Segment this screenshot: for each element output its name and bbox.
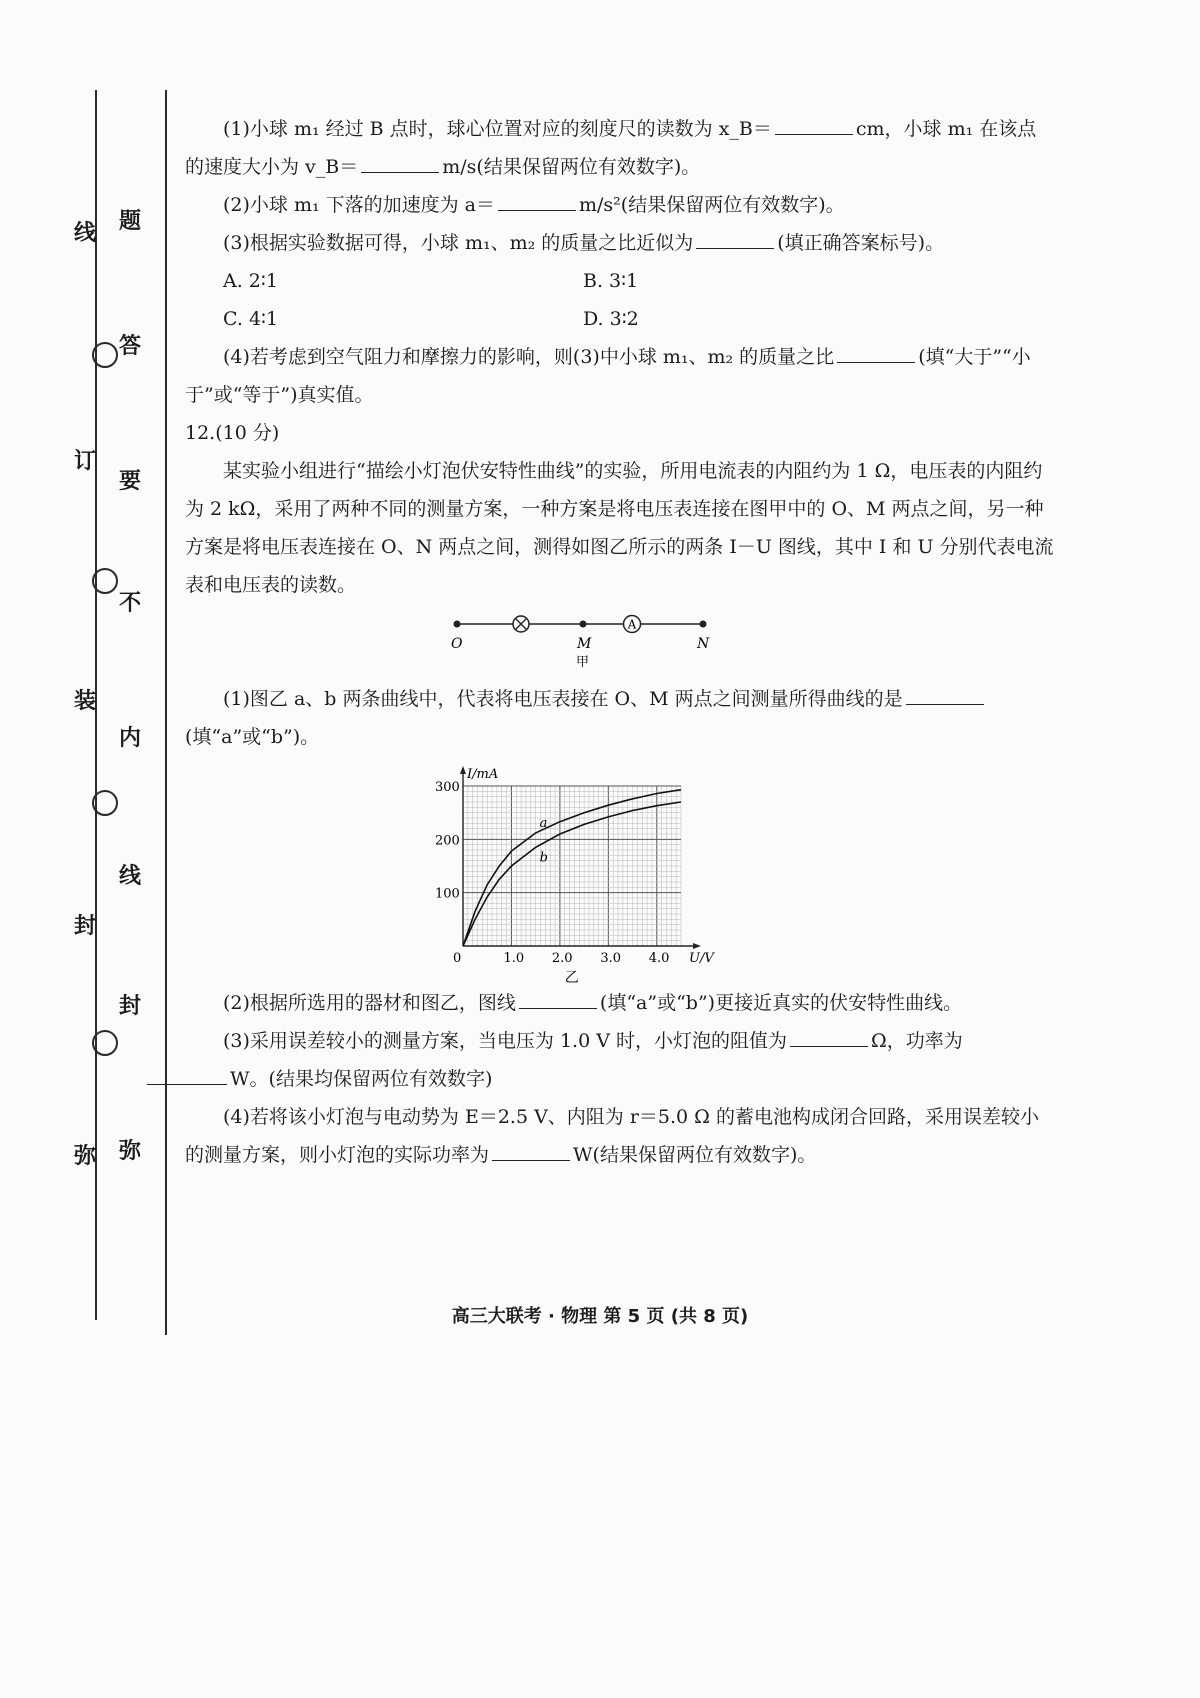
margin-char: 封	[73, 913, 96, 939]
margin-circle	[92, 790, 118, 816]
lamp-icon	[513, 616, 529, 632]
answer-blank[interactable]	[492, 1140, 570, 1161]
q12-part2: (2)根据所选用的器材和图乙，图线 (填“a”或“b”)更接近真实的伏安特性曲线。	[185, 984, 1055, 1022]
x-tick-label: 1.0	[503, 951, 525, 966]
page-footer: 高三大联考 · 物理 第 5 页 (共 8 页)	[451, 1306, 749, 1327]
margin-char: 封	[118, 993, 141, 1019]
answer-blank[interactable]	[147, 1064, 227, 1085]
x-tick-label: 4.0	[648, 951, 670, 966]
answer-blank[interactable]	[519, 988, 597, 1009]
q11-part2: (2)小球 m₁ 下落的加速度为 a＝ m/s²(结果保留两位有效数字)。	[185, 186, 1055, 224]
margin-char: 内	[118, 725, 141, 751]
x-axis-arrow	[693, 943, 701, 949]
y-axis-label: I/mA	[467, 767, 499, 782]
margin-char: 线	[118, 863, 141, 889]
margin-char: 题	[118, 208, 141, 234]
ammeter-label: A	[627, 617, 637, 632]
ammeter-icon	[624, 616, 641, 633]
node-n	[700, 621, 707, 628]
margin-char: 订	[73, 448, 96, 474]
margin-char: 弥	[73, 1143, 96, 1169]
node-o	[454, 621, 461, 628]
answer-blank[interactable]	[906, 684, 984, 705]
margin-char: 不	[118, 590, 141, 616]
q11-part3: (3)根据实验数据可得，小球 m₁、m₂ 的质量之比近似为 (填正确答案标号)。	[185, 224, 1055, 262]
option-c: C. 4∶1	[223, 308, 279, 330]
margin-char: 答	[118, 333, 141, 359]
y-axis-arrow	[460, 766, 466, 774]
q11-options-row1	[223, 262, 1055, 300]
option-d: D. 3∶2	[583, 308, 639, 330]
option-b: B. 3∶1	[583, 270, 639, 292]
y-tick-label: 200	[435, 833, 460, 849]
chart-caption: 乙	[564, 970, 579, 984]
series-line-a	[463, 790, 681, 946]
answer-blank[interactable]	[837, 342, 915, 363]
answer-blank[interactable]	[775, 114, 853, 135]
iv-chart-svg	[185, 756, 1055, 984]
label-o: O	[451, 636, 463, 652]
margin-char: 线	[73, 220, 96, 246]
answer-blank[interactable]	[498, 190, 576, 211]
iv-chart	[185, 756, 1055, 984]
q12-intro: 某实验小组进行“描绘小灯泡伏安特性曲线”的实验，所用电流表的内阻约为 1 Ω，电压表的内阻约为 2 kΩ，采用了两种不同的测量方案，一种方案是将电压表连接在图甲中的 O、M 两点之间，另一种方案是将电压表连接在 O、N 两点之间，测得如图乙所示的两条 I－U 图线，其中 I 和 U 分别代表电流表和电压表的读数。	[185, 460, 1054, 596]
y-tick-label: 300	[435, 780, 460, 795]
margin-char: 装	[73, 688, 96, 714]
page-content	[185, 110, 1055, 1174]
series-label-a: a	[539, 815, 548, 831]
margin-char: 要	[118, 468, 141, 494]
label-m: M	[577, 636, 592, 652]
circuit-caption: 甲	[576, 655, 590, 670]
q11-part1: (1)小球 m₁ 经过 B 点时，球心位置对应的刻度尺的读数为 x_B＝ cm，小球 m₁ 在该点的速度大小为 v_B＝ m/s(结果保留两位有效数字)。	[185, 110, 1055, 186]
circuit-svg	[185, 612, 1055, 680]
node-m	[580, 621, 587, 628]
x-tick-label: 3.0	[600, 951, 622, 966]
x-tick-label: 0	[453, 951, 462, 966]
q11-options-row2	[223, 300, 1055, 338]
series-label-b: b	[539, 850, 548, 866]
series-line-b	[463, 802, 681, 946]
q12-part3: (3)采用误差较小的测量方案，当电压为 1.0 V 时，小灯泡的阻值为 Ω，功率为 W。(结果均保留两位有效数字)	[185, 1022, 1055, 1098]
margin-line-right	[165, 90, 167, 1335]
label-n: N	[697, 636, 710, 652]
option-a: A. 2∶1	[223, 270, 278, 292]
q12-part4: (4)若将该小灯泡与电动势为 E＝2.5 V、内阻为 r＝5.0 Ω 的蓄电池构成闭合回路，采用误差较小的测量方案，则小灯泡的实际功率为 W(结果保留两位有效数字)。	[185, 1106, 1039, 1166]
circuit-diagram	[185, 612, 1055, 680]
answer-blank[interactable]	[361, 152, 439, 173]
x-tick-label: 2.0	[551, 951, 573, 966]
q12-heading: 12.(10 分)	[185, 422, 280, 444]
margin-circle	[92, 568, 118, 594]
margin-char: 弥	[118, 1138, 141, 1164]
y-tick-label: 100	[435, 886, 460, 902]
answer-blank[interactable]	[696, 228, 774, 249]
margin-circle	[92, 1030, 118, 1056]
answer-blank[interactable]	[790, 1026, 868, 1047]
q11-part4: (4)若考虑到空气阻力和摩擦力的影响，则(3)中小球 m₁、m₂ 的质量之比 (填“大于”“小于”或“等于”)真实值。	[185, 338, 1055, 414]
x-axis-label: U/V	[689, 951, 714, 966]
q12-part1: (1)图乙 a、b 两条曲线中，代表将电压表接在 O、M 两点之间测量所得曲线的是(填“a”或“b”)。	[185, 680, 1055, 756]
